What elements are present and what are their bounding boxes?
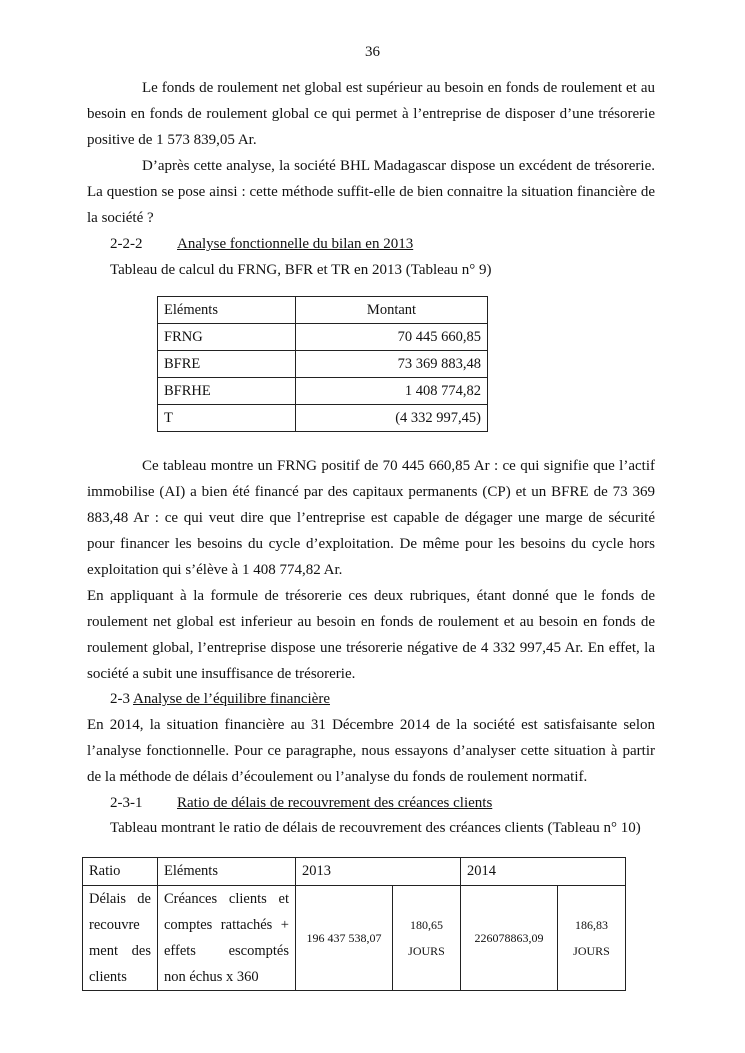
paragraph-line: En appliquant à la formule de trésorerie ces deux rubriques, étant donné que le fonds de — [87, 588, 655, 604]
cell: (4 332 997,45) — [296, 405, 488, 432]
paragraph-line: La question se pose ainsi : cette méthode suffit-elle de bien connaitre la situation financière de — [87, 184, 655, 200]
days-2013 — [393, 886, 461, 991]
header-cell: Montant — [296, 297, 488, 324]
ratio-cell — [83, 886, 158, 991]
table-row — [158, 351, 488, 378]
cell-line: clients — [89, 969, 127, 985]
elements-cell — [158, 886, 296, 991]
paragraph-line: l’analyse fonctionnelle. Pour ce paragraphe, nous essayons d’analyser cette situation à partir — [87, 743, 655, 759]
paragraph-line: roulement net global est inferieur au besoin en fonds de roulement et au besoin en fonds de — [87, 614, 655, 630]
value-2013: 196 437 538,07 — [296, 886, 393, 991]
days-value: 180,65 — [410, 918, 443, 932]
paragraph-line: pour financer les besoins du cycle d’exploitation. De même pour les besoins du cycle hors — [87, 536, 655, 552]
cell-line: Délais de — [89, 891, 151, 907]
header-cell: Eléments — [158, 297, 296, 324]
ratio-table — [82, 857, 626, 991]
paragraph-line: 883,48 Ar : ce qui veut dire que l’entreprise est capable de dégager une marge de sécurité — [87, 510, 655, 526]
page-number: 36 — [365, 44, 380, 60]
header-cell: Eléments — [158, 858, 296, 886]
paragraph-line: immobilise (AI) a bien été financé par des capitaux permanents (CP) et un BFRE de 73 369 — [87, 484, 655, 500]
cell-line: ment des — [89, 943, 151, 959]
cell: BFRHE — [158, 378, 296, 405]
cell: 1 408 774,82 — [296, 378, 488, 405]
header-cell: Ratio — [83, 858, 158, 886]
days-2014 — [558, 886, 626, 991]
table-row — [158, 378, 488, 405]
header-cell: 2013 — [296, 858, 461, 886]
paragraph-line: société a subit une insuffisance de trésorerie. — [87, 666, 356, 682]
paragraph-line: positive de 1 573 839,05 Ar. — [87, 132, 257, 148]
days-unit: JOURS — [573, 944, 610, 958]
section-title: Analyse fonctionnelle du bilan en 2013 — [177, 236, 414, 252]
paragraph-line: Ce tableau montre un FRNG positif de 70 445 660,85 Ar : ce qui signifie que l’actif — [142, 458, 655, 474]
cell: 73 369 883,48 — [296, 351, 488, 378]
cell-line: Créances clients et — [164, 891, 289, 907]
cell-line: non échus x 360 — [164, 969, 259, 985]
paragraph-line: Le fonds de roulement net global est supérieur au besoin en fonds de roulement et au — [142, 80, 655, 96]
section-number: 2-3 — [110, 691, 130, 707]
paragraph-line: la société ? — [87, 210, 154, 226]
table-row — [83, 886, 626, 991]
section-number: 2-3-1 — [110, 795, 143, 811]
cell-line: comptes rattachés + — [164, 917, 289, 933]
frng-table — [157, 296, 488, 432]
paragraph-line: besoin en fonds de roulement global ce qui permet à l’entreprise de disposer d’une trésorerie — [87, 106, 655, 122]
paragraph-line: exploitation qui s’élève à 1 408 774,82 Ar. — [87, 562, 343, 578]
header-cell: 2014 — [461, 858, 626, 886]
table-row — [158, 405, 488, 432]
section-title: Ratio de délais de recouvrement des créances clients — [177, 795, 493, 811]
paragraph-line: En 2014, la situation financière au 31 Décembre 2014 de la société est satisfaisante selon — [87, 717, 655, 733]
section-title: Analyse de l’équilibre financière — [133, 691, 330, 707]
cell-line: recouvre — [89, 917, 140, 933]
days-unit: JOURS — [408, 944, 445, 958]
cell: FRNG — [158, 324, 296, 351]
table-caption: Tableau montrant le ratio de délais de recouvrement des créances clients (Tableau n° 10) — [110, 820, 641, 836]
table-caption: Tableau de calcul du FRNG, BFR et TR en 2013 (Tableau n° 9) — [110, 262, 492, 278]
paragraph-line: roulement global, l’entreprise dispose une trésorerie négative de 4 332 997,45 Ar. En effet, la — [87, 640, 655, 656]
value-2014: 226078863,09 — [461, 886, 558, 991]
cell: BFRE — [158, 351, 296, 378]
table-row — [158, 324, 488, 351]
paragraph-line: D’après cette analyse, la société BHL Madagascar dispose un excédent de trésorerie. — [142, 158, 655, 174]
cell: 70 445 660,85 — [296, 324, 488, 351]
table-header-row — [158, 297, 488, 324]
days-value: 186,83 — [575, 918, 608, 932]
section-number: 2-2-2 — [110, 236, 143, 252]
paragraph-line: de la méthode de délais d’écoulement ou l’analyse du fonds de roulement normatif. — [87, 769, 588, 785]
table-header-row — [83, 858, 626, 886]
cell-line: effets escomptés — [164, 943, 289, 959]
cell: T — [158, 405, 296, 432]
